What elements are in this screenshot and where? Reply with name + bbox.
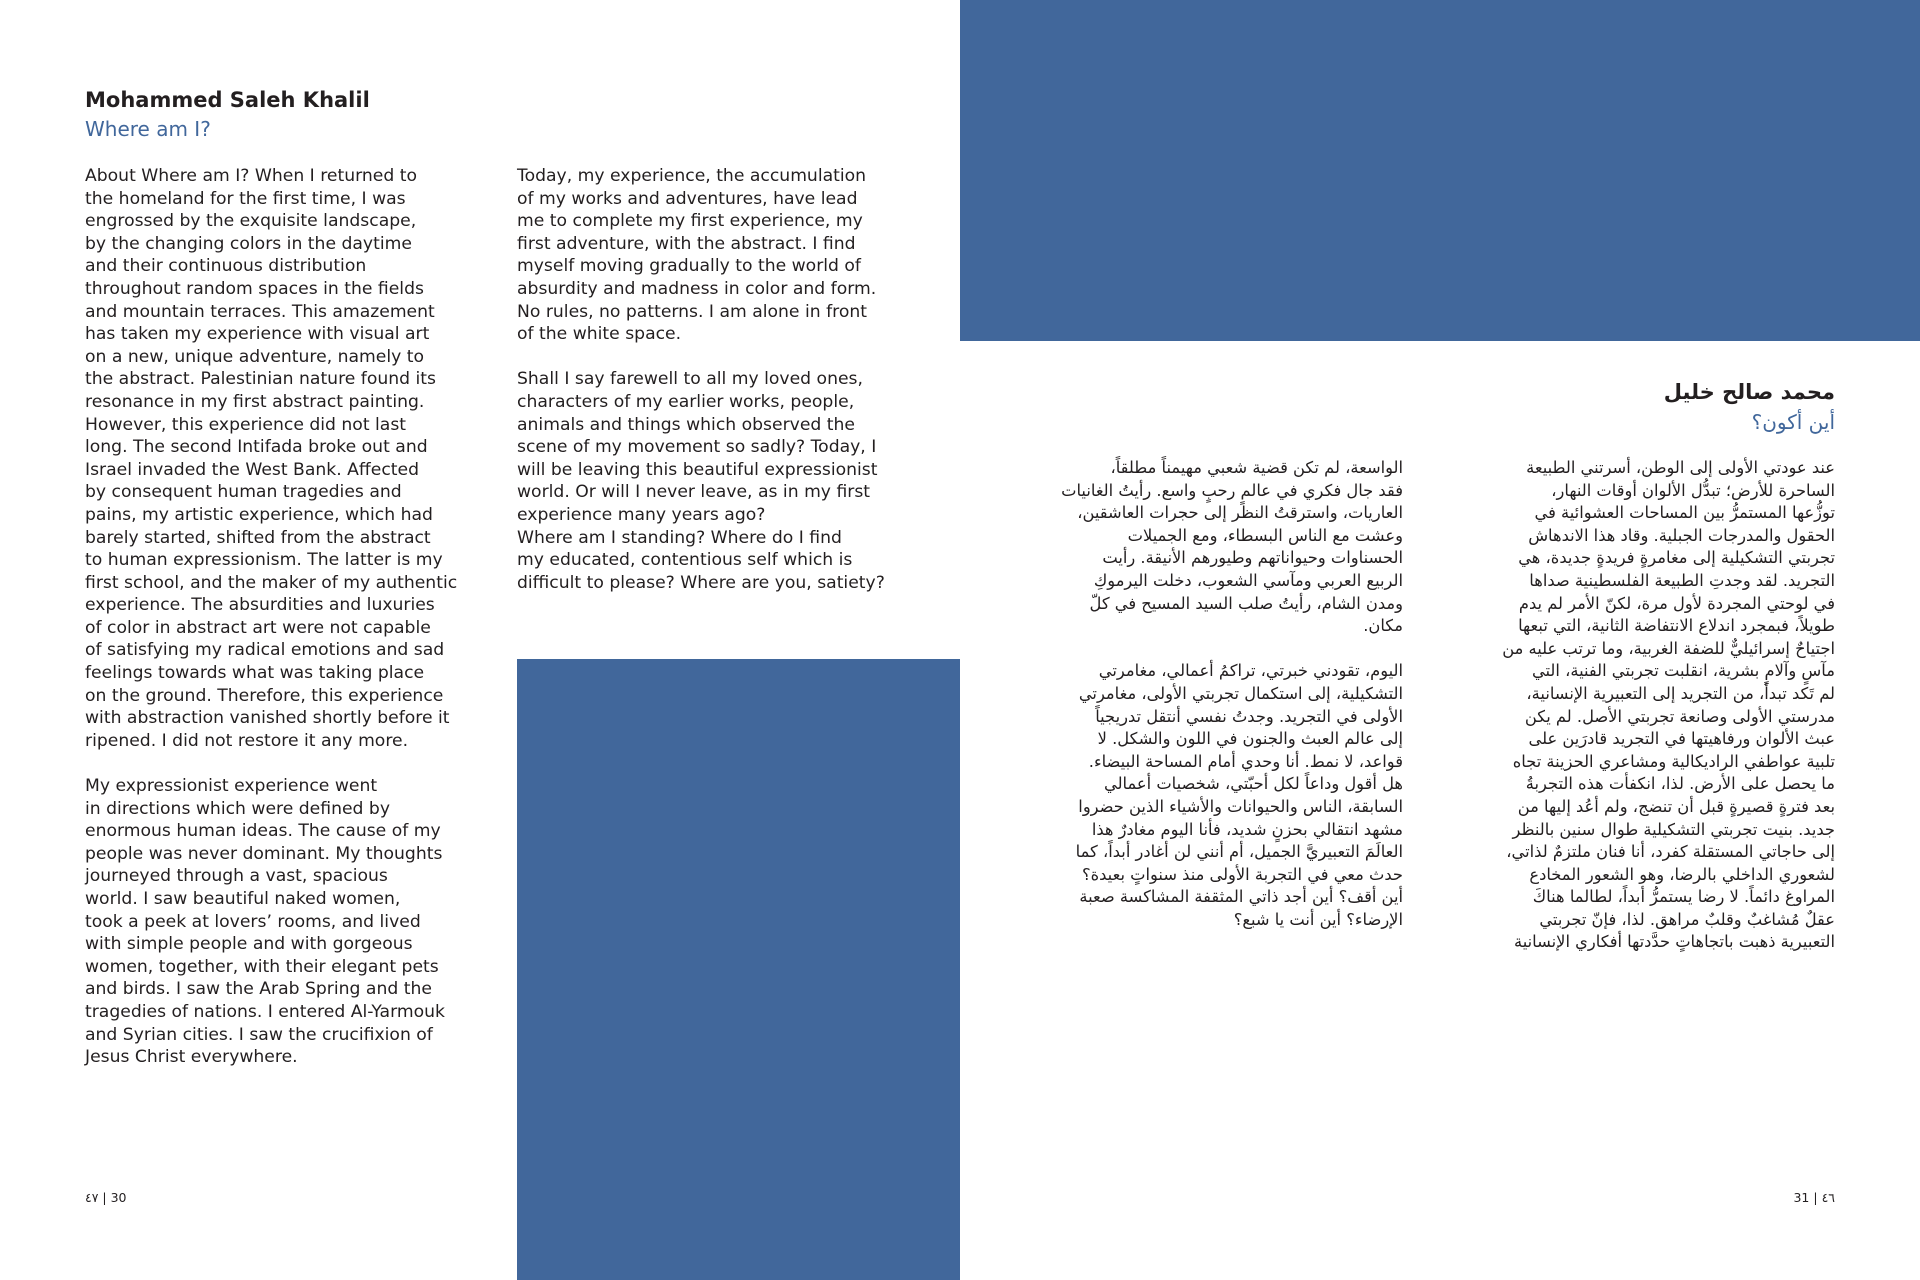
text-line: and birds. I saw the Arab Spring and the	[85, 979, 432, 1000]
text-line: Israel invaded the West Bank. Affected	[85, 459, 419, 480]
text-line: لشعوري الداخلي بالرضا، وهو الشعور المخادع	[1529, 864, 1835, 884]
text-line: with abstraction vanished shortly before it	[85, 708, 450, 729]
text-line: However, this experience did not last	[85, 414, 407, 435]
text-line: pains, my artistic experience, which had	[85, 504, 433, 525]
english-paragraph	[85, 775, 457, 1069]
arabic-column-2	[1003, 457, 1403, 931]
text-line: تجربتي التشكيلية إلى مغامرةٍ فريدةٍ جديدة، هي	[1518, 548, 1835, 568]
text-line: إلى عالم العبث والجنون في اللون والشكل. لا	[1097, 729, 1403, 749]
text-line: on a new, unique adventure, namely to	[85, 346, 425, 367]
text-line: Today, my experience, the accumulation	[517, 166, 867, 186]
page-number-left: ٤٧ | 30	[85, 1190, 127, 1205]
text-line: التشكيلية، إلى استكمال تجربتي الأولى، مغامرتي	[1078, 683, 1403, 703]
text-line: وعشت مع الناس البسطاء، ومع الجميلات	[1127, 525, 1403, 545]
text-line: عقلٌ مُشاغبٌ وقلبٌ مراهق. لذا، فإنّ تجربتي	[1539, 909, 1835, 929]
artwork-title-english: Where am I?	[85, 117, 211, 141]
text-line: has taken my experience with visual art	[85, 324, 430, 345]
text-line: الحقول والمدرجات الجبلية. وقاد هذا الاندهاش	[1528, 525, 1835, 545]
text-line: ripened. I did not restore it any more.	[85, 730, 409, 751]
text-line: people was never dominant. My thoughts	[85, 843, 443, 864]
text-line: توزُّعها المستمرُّ بين المساحات العشوائية في	[1534, 503, 1835, 523]
text-line: No rules, no patterns. I am alone in front	[517, 301, 867, 322]
text-line: myself moving gradually to the world of	[517, 256, 861, 277]
text-line: world. I saw beautiful naked women,	[85, 889, 401, 909]
text-line: on the ground. Therefore, this experience	[85, 685, 444, 706]
text-line: جديد. بنيت تجربتي التشكيلية طوال سنين بالنظر	[1512, 819, 1835, 839]
blue-block-bottom-center	[517, 659, 960, 1280]
arabic-paragraph	[1435, 457, 1835, 954]
english-column-2	[517, 165, 889, 594]
text-line: عند عودتي الأولى إلى الوطن، أسرتني الطبيعة	[1526, 458, 1835, 477]
arabic-column-1	[1435, 457, 1835, 954]
text-line: فقد جال فكري في عالمٍ رحبٍ واسع. رأيتُ الغانيات	[1061, 480, 1403, 500]
arabic-paragraph	[1003, 457, 1403, 638]
author-name-english: Mohammed Saleh Khalil	[85, 88, 370, 112]
text-line: characters of my earlier works, people,	[517, 391, 855, 412]
text-line: الإرضاء؟ أين أنت يا شبع؟	[1233, 909, 1403, 929]
text-line: my educated, contentious self which is	[517, 550, 853, 571]
text-line: and Syrian cities. I saw the crucifixion of	[85, 1024, 433, 1045]
artwork-title-arabic: أين أكون؟	[1751, 410, 1835, 434]
text-line: مشهد انتقالي بحزنٍ شديد، فأنا اليوم مغادرٌ هذا	[1091, 819, 1403, 839]
text-line: بعد فترةٍ قصيرةٍ قبل أن تنضج، ولم أعُد إليها من	[1517, 796, 1835, 816]
text-line: by consequent human tragedies and	[85, 482, 402, 503]
text-line: of the white space.	[517, 324, 682, 345]
text-line: لم تَكد تبدأ، من التجريد إلى التعبيرية الإنسانية،	[1526, 683, 1835, 703]
text-line: to human expressionism. The latter is my	[85, 550, 443, 571]
text-line: scene of my movement so sadly? Today, I	[517, 437, 877, 458]
text-line: في لوحتي المجردة لأول مرة، لكنّ الأمر لم يدم	[1518, 593, 1835, 613]
text-line: world. Or will I never leave, as in my first	[517, 482, 871, 503]
text-line: هل أقول وداعاً لكل أحبّتي، شخصيات أعمالي	[1104, 774, 1403, 794]
text-line: طويلاً، فبمجرد اندلاع الانتفاضة الثانية، التي تبعها	[1518, 616, 1835, 636]
author-name-arabic: محمد صالح خليل	[1663, 380, 1835, 404]
text-line: experience. The absurdities and luxuries	[85, 595, 435, 616]
page-number-right: 31 | ٤٦	[1793, 1190, 1835, 1205]
text-line: first school, and the maker of my authentic	[85, 572, 458, 593]
english-column-1	[85, 165, 457, 1069]
text-line: Shall I say farewell to all my loved ones,	[517, 369, 863, 390]
text-line: will be leaving this beautiful expressionist	[517, 459, 878, 480]
text-line: التجريد. لقد وجدتِ الطبيعة الفلسطينية صداها	[1529, 570, 1835, 590]
text-line: and their continuous distribution	[85, 256, 367, 277]
text-line: in directions which were defined by	[85, 798, 390, 819]
text-line: مدرستي الأولى وصانعة تجربتي الأصل. لم يكن	[1524, 706, 1835, 726]
text-line: الحسناوات وحيواناتهم وطيورهم الأنيقة. رأيت	[1102, 548, 1403, 568]
text-line: أين أقف؟ أين أجد ذاتي المثقفة المشاكسة صعبة	[1079, 887, 1403, 907]
text-line: absurdity and madness in color and form.	[517, 278, 877, 299]
text-line: إلى حاجاتي المستقلة كفرد، أنا فنان ملتزمٌ لذاتي،	[1506, 842, 1835, 862]
text-line: الساحرة للأرض؛ تبدُّل الألوان أوقات النهار،	[1551, 480, 1835, 500]
english-paragraph	[85, 165, 457, 752]
text-line: animals and things which observed the	[517, 414, 855, 435]
text-line: resonance in my first abstract painting.	[85, 391, 425, 412]
text-line: الأولى في التجريد. وجدتُ نفسي أنتقل تدريجياً	[1095, 706, 1403, 726]
text-line: first adventure, with the abstract. I find	[517, 233, 856, 254]
english-paragraph	[517, 368, 889, 594]
text-line: Where am I standing? Where do I find	[517, 527, 842, 548]
text-line: long. The second Intifada broke out and	[85, 437, 428, 458]
text-line: العالَمَ التعبيريَّ الجميل، أم أنني لن أغادر أبداً، كما	[1075, 842, 1403, 862]
text-line: engrossed by the exquisite landscape,	[85, 211, 417, 232]
text-line: women, together, with their elegant pets	[85, 956, 439, 977]
text-line: the homeland for the first time, I was	[85, 188, 406, 209]
english-paragraph	[517, 165, 889, 346]
text-line: tragedies of nations. I entered Al-Yarmouk	[85, 1001, 445, 1022]
text-line: العاريات، واسترقتُ النظر إلى حجرات العاشقين،	[1077, 503, 1403, 523]
text-line: barely started, shifted from the abstract	[85, 527, 431, 548]
text-line: قواعد، لا نمط. أنا وحدي أمام المساحة البيضاء.	[1088, 751, 1403, 771]
text-line: اجتياحٌ إسرائيليٌّ للضفة الغربية، وما ترتب عليه من	[1502, 638, 1835, 658]
text-line: الربيع العربي ومآسي الشعوب، دخلت اليرموكِ	[1093, 570, 1403, 590]
text-line: My expressionist experience went	[85, 776, 378, 797]
text-line: the abstract. Palestinian nature found its	[85, 369, 437, 390]
text-line: الواسعة، لم تكن قضية شعبي مهيمناً مطلقاً،	[1110, 458, 1403, 477]
text-line: مآسٍ وآلامٍ بشرية، انقلبت تجربتي الفنية، التي	[1531, 661, 1835, 681]
text-line: of my works and adventures, have lead	[517, 188, 858, 209]
text-line: with simple people and with gorgeous	[85, 934, 413, 955]
text-line: difficult to please? Where are you, satiety?	[517, 572, 885, 593]
text-line: by the changing colors in the daytime	[85, 233, 412, 254]
text-line: of satisfying my radical emotions and sad	[85, 640, 445, 661]
text-line: Jesus Christ everywhere.	[85, 1047, 298, 1068]
text-line: About Where am I? When I returned to	[85, 166, 417, 186]
text-line: enormous human ideas. The cause of my	[85, 821, 441, 842]
blue-block-top-right	[960, 0, 1920, 341]
text-line: ومدن الشام، رأيتُ صلب السيد المسيح في كلّ	[1089, 593, 1403, 613]
text-line: feelings towards what was taking place	[85, 663, 425, 684]
text-line: حدث معي في التجربة الأولى منذ سنواتٍ بعيدة؟	[1081, 864, 1403, 884]
text-line: ما يحصل على الأرض. لذا، انكفأت هذه التجربةُ	[1525, 774, 1835, 794]
text-line: اليوم، تقودني خبرتي، تراكمُ أعمالي، مغامرتي	[1098, 661, 1403, 681]
text-line: and mountain terraces. This amazement	[85, 301, 435, 322]
text-line: experience many years ago?	[517, 504, 766, 525]
text-line: تلبية عواطفي الراديكالية ومشاعري الحزينة تجاه	[1512, 751, 1835, 771]
text-line: السابقة، الناس والحيوانات والأشياء الذين حضروا	[1078, 796, 1403, 816]
text-line: journeyed through a vast, spacious	[85, 866, 388, 887]
text-line: took a peek at lovers’ rooms, and lived	[85, 911, 421, 932]
text-line: me to complete my first experience, my	[517, 211, 863, 232]
text-line: المراوغ دائماً. لا رضا يستمرُّ أبداً، لطالما هناكَ	[1532, 887, 1835, 907]
text-line: مكان.	[1363, 616, 1403, 636]
text-line: عبث الألوان ورفاهيتها في التجريد قادرَين على	[1528, 729, 1835, 749]
text-line: throughout random spaces in the fields	[85, 278, 424, 299]
text-line: التعبيرية ذهبت باتجاهاتٍ حدَّدتها أفكاري الإنسانية	[1513, 932, 1835, 952]
text-line: of color in abstract art were not capable	[85, 617, 431, 638]
arabic-paragraph	[1003, 660, 1403, 931]
